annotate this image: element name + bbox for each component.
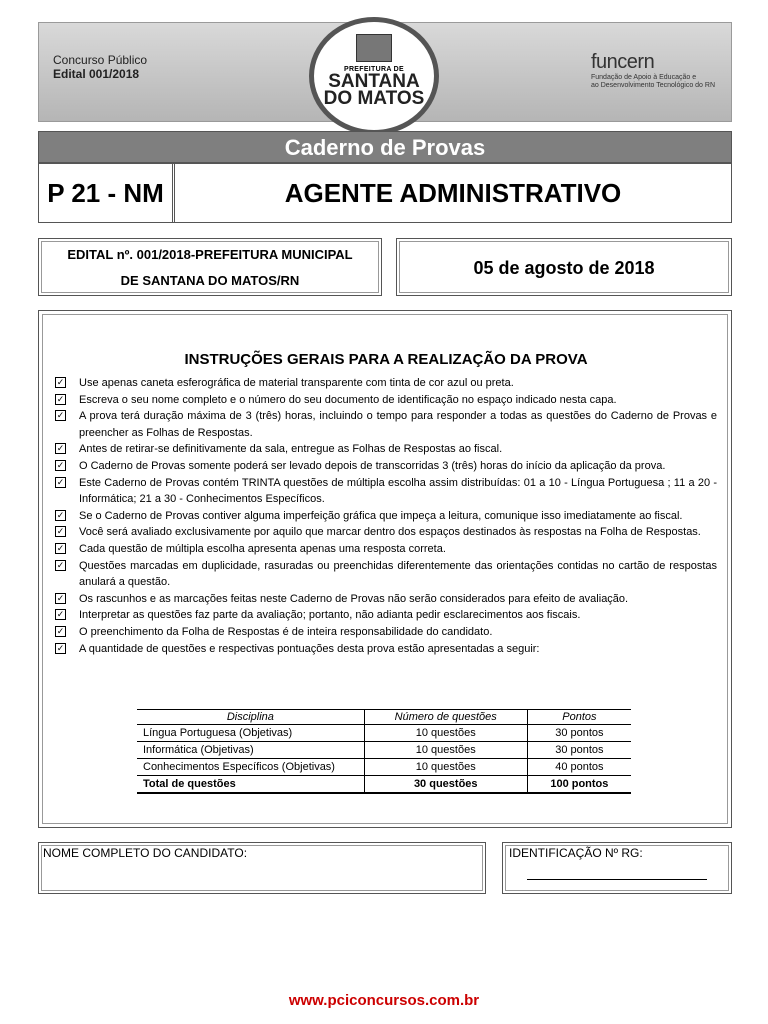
instruction-text: O preenchimento da Folha de Respostas é de inteira responsabilidade do candidato. bbox=[79, 625, 493, 638]
instruction-text: Se o Caderno de Provas contiver alguma imperfeição gráfica que impeça a leitura, comunique isso imediatamente ao fiscal. bbox=[79, 509, 683, 522]
table-cell: 10 questões bbox=[364, 742, 527, 759]
table-header-row bbox=[137, 710, 631, 725]
concurso-line1: Concurso Público bbox=[53, 53, 148, 67]
instruction-item bbox=[53, 624, 717, 641]
instruction-text: Os rascunhos e as marcações feitas neste Caderno de Provas não serão considerados para efeito de avaliação. bbox=[79, 592, 629, 605]
seal-name-line2: DO MATOS bbox=[323, 88, 425, 109]
table-row bbox=[137, 725, 631, 742]
candidate-name-field[interactable] bbox=[38, 842, 486, 894]
table-cell: Conhecimentos Específicos (Objetivas) bbox=[137, 759, 364, 776]
table-cell: 40 pontos bbox=[527, 759, 631, 776]
instruction-text: Escreva o seu nome completo e o número do seu documento de identificação no espaço indicado nesta capa. bbox=[79, 393, 617, 406]
instructions-box bbox=[38, 310, 732, 828]
instruction-item bbox=[53, 641, 717, 658]
table-cell: Língua Portuguesa (Objetivas) bbox=[137, 725, 364, 742]
candidate-rg-label: IDENTIFICAÇÃO Nº RG: bbox=[509, 846, 643, 860]
checkbox-checked-icon: ✓ bbox=[56, 443, 65, 454]
checkbox-checked-icon: ✓ bbox=[56, 625, 65, 636]
candidate-name-label: NOME COMPLETO DO CANDIDATO: bbox=[43, 846, 248, 860]
instruction-item bbox=[53, 524, 717, 541]
funcern-sub-line1: Fundação de Apoio à Educação e bbox=[591, 74, 697, 81]
table-header: Disciplina bbox=[137, 710, 364, 725]
edital-box bbox=[38, 238, 382, 296]
exam-date: 05 de agosto de 2018 bbox=[396, 238, 732, 296]
prefeitura-seal bbox=[309, 17, 439, 135]
checkbox-checked-icon: ✓ bbox=[56, 559, 65, 570]
instruction-item bbox=[53, 458, 717, 475]
checkbox-checked-icon: ✓ bbox=[56, 377, 65, 387]
table-header: Número de questões bbox=[364, 710, 527, 725]
instruction-text: A quantidade de questões e respectivas pontuações desta prova estão apresentadas a seguir: bbox=[79, 642, 540, 655]
table-header: Pontos bbox=[527, 710, 631, 725]
table-cell: Total de questões bbox=[137, 776, 364, 794]
instruction-item bbox=[53, 475, 717, 508]
checkbox-checked-icon: ✓ bbox=[56, 526, 65, 537]
instruction-text: Você será avaliado exclusivamente por aquilo que marcar dentro dos espaços destinados às respostas na Folha de Respostas. bbox=[79, 526, 701, 539]
instruction-item bbox=[53, 408, 717, 441]
footer-url[interactable]: www.pciconcursos.com.br bbox=[288, 992, 480, 1009]
scores-table bbox=[137, 709, 631, 794]
instruction-text: O Caderno de Provas somente poderá ser levado depois de transcorridas 3 (três) horas do início da aplicação da prova. bbox=[79, 459, 666, 472]
rg-signature-line bbox=[527, 879, 707, 880]
seal-prefeitura: PREFEITURA DE bbox=[343, 66, 405, 73]
seal-name-line1: SANTANA bbox=[328, 71, 420, 92]
caderno-code-row bbox=[38, 163, 732, 223]
candidate-rg-field[interactable] bbox=[502, 842, 732, 894]
instruction-text: Interpretar as questões faz parte da avaliação; portanto, não adianta pedir esclarecimentos aos fiscais. bbox=[79, 609, 581, 622]
checkbox-checked-icon: ✓ bbox=[56, 459, 65, 470]
instruction-item bbox=[53, 558, 717, 591]
table-cell: 30 pontos bbox=[527, 725, 631, 742]
instruction-text: Questões marcadas em duplicidade, rasuradas ou preenchidas diferentemente das orientações contidas no cartão de respostas anulará a questão. bbox=[79, 559, 717, 589]
table-total-row bbox=[137, 776, 631, 794]
caderno-title: Caderno de Provas bbox=[38, 131, 732, 163]
table-cell: Informática (Objetivas) bbox=[137, 742, 364, 759]
edital-line1: EDITAL nº. 001/2018-PREFEITURA MUNICIPAL bbox=[67, 247, 353, 262]
checkbox-checked-icon: ✓ bbox=[56, 476, 65, 487]
instruction-item bbox=[53, 591, 717, 608]
instruction-item bbox=[53, 392, 717, 409]
edital-line2: DE SANTANA DO MATOS/RN bbox=[120, 273, 300, 288]
checkbox-checked-icon: ✓ bbox=[56, 393, 65, 404]
checkbox-checked-icon: ✓ bbox=[56, 410, 65, 421]
instructions-title: INSTRUÇÕES GERAIS PARA A REALIZAÇÃO DA PROVA bbox=[184, 351, 588, 368]
checkbox-checked-icon: ✓ bbox=[56, 542, 65, 553]
crest-icon bbox=[356, 34, 392, 62]
instruction-text: Use apenas caneta esferográfica de material transparente com tinta de cor azul ou preta. bbox=[79, 377, 514, 389]
prova-code: P 21 - NM bbox=[39, 164, 175, 222]
concurso-label bbox=[53, 53, 147, 81]
checkbox-checked-icon: ✓ bbox=[56, 509, 65, 520]
instruction-item bbox=[53, 375, 717, 392]
table-cell: 10 questões bbox=[364, 759, 527, 776]
table-row bbox=[137, 759, 631, 776]
header-banner bbox=[38, 22, 732, 122]
instructions-list bbox=[53, 375, 717, 657]
table-cell: 100 pontos bbox=[527, 776, 631, 794]
table-row bbox=[137, 742, 631, 759]
funcern-logo bbox=[591, 51, 719, 90]
checkbox-checked-icon: ✓ bbox=[56, 642, 65, 653]
checkbox-checked-icon: ✓ bbox=[56, 592, 65, 603]
instruction-text: A prova terá duração máxima de 3 (três) horas, incluindo o tempo para responder a todas as questões do Caderno de Provas e preencher as Folhas de Respostas. bbox=[79, 410, 717, 439]
table-cell: 30 pontos bbox=[527, 742, 631, 759]
funcern-logo-text: funcern bbox=[591, 51, 655, 73]
table-cell: 10 questões bbox=[364, 725, 527, 742]
instruction-item bbox=[53, 508, 717, 525]
concurso-line2: Edital 001/2018 bbox=[53, 67, 140, 81]
funcern-sub-line2: ao Desenvolvimento Tecnológico do RN bbox=[591, 82, 715, 89]
instruction-item bbox=[53, 607, 717, 624]
instruction-item bbox=[53, 541, 717, 558]
instruction-item bbox=[53, 441, 717, 458]
table-cell: 30 questões bbox=[364, 776, 527, 794]
cargo-title: AGENTE ADMINISTRATIVO bbox=[284, 178, 622, 208]
checkbox-checked-icon: ✓ bbox=[56, 609, 65, 620]
instruction-text: Cada questão de múltipla escolha apresenta apenas uma resposta correta. bbox=[79, 542, 446, 555]
instruction-text: Este Caderno de Provas contém TRINTA questões de múltipla escolha assim distribuídas: 01 a 10 - Língua Portuguesa ; 11 a 20 - Informática; 21 a 30 - Conhecimentos Específicos. bbox=[79, 476, 717, 506]
instruction-text: Antes de retirar-se definitivamente da sala, entregue as Folhas de Respostas ao fiscal. bbox=[79, 443, 503, 456]
